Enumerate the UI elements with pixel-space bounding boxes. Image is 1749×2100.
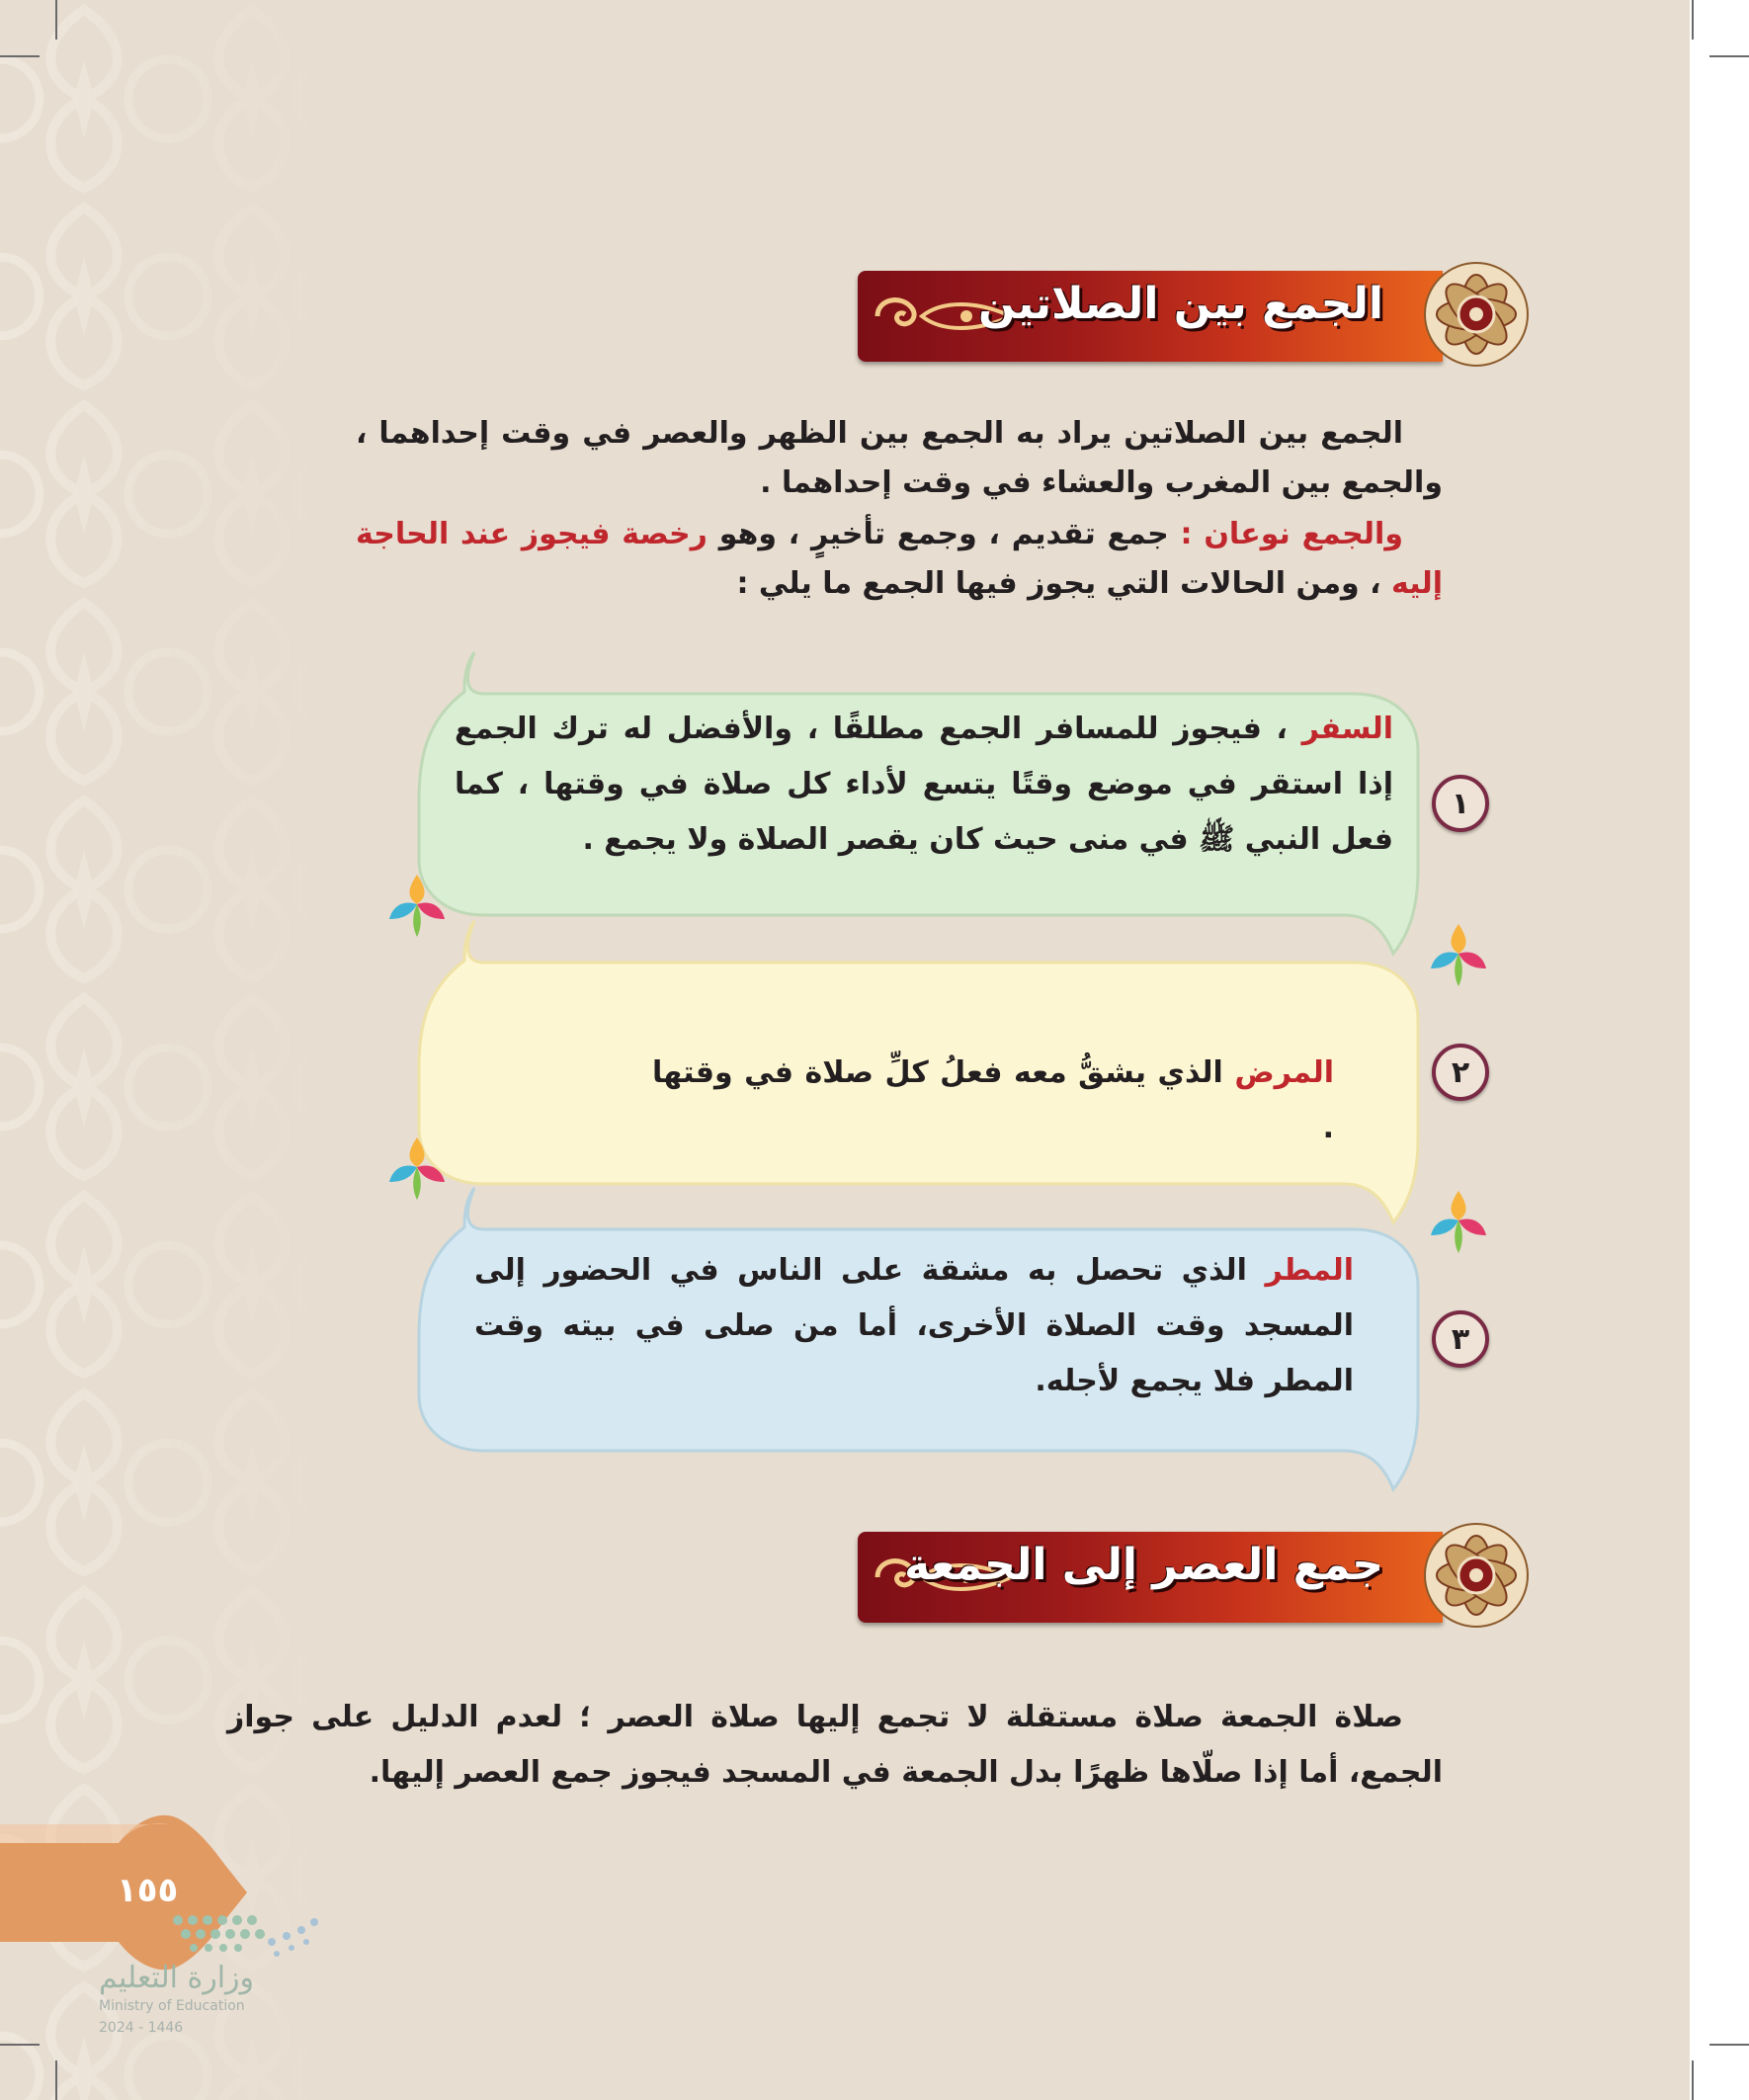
section1-intro-paragraph xyxy=(356,409,1443,609)
case3-keyword: المطر xyxy=(1265,1253,1354,1288)
page-number: ١٥٥ xyxy=(117,1871,179,1910)
intro-text: الجمع بين الصلاتين يراد به الجمع بين الظهر والعصر في وقت إحداهما ، والجمع بين المغرب والعشاء في وقت إحداهما . xyxy=(356,416,1443,500)
flower-ornament-icon xyxy=(1429,919,1488,988)
crop-mark xyxy=(0,2044,40,2046)
case2-number-badge: ٢ xyxy=(1432,1044,1489,1101)
types-text-b: ، ومن الحالات التي يجوز فيها الجمع ما يلي : xyxy=(736,566,1391,601)
case1-text xyxy=(455,702,1393,868)
section1-title: الجمع بين الصلاتين xyxy=(977,279,1383,329)
header-ribbon xyxy=(858,271,1443,362)
crop-mark xyxy=(55,2060,57,2100)
crop-mark xyxy=(0,55,40,57)
header-ribbon xyxy=(858,1532,1443,1623)
types-text-a: جمع تقديم ، وجمع تأخيرٍ ، وهو xyxy=(707,517,1181,551)
case1-body: ، فيجوز للمسافر الجمع مطلقًا ، والأفضل له ترك الجمع إذا استقر في موضع وقتًا يتسع لأداء كل صلاة في وقتها ، كما فعل النبي ﷺ في منى حيث كان يقصر الصلاة ولا يجمع . xyxy=(455,712,1393,857)
section2-header xyxy=(858,1520,1532,1631)
crop-mark xyxy=(55,0,57,40)
section2-title: جمع العصر إلى الجمعة xyxy=(904,1540,1383,1590)
rosette-ornament-icon xyxy=(1421,259,1532,370)
ministry-name-english: Ministry of Education xyxy=(99,1998,245,2014)
case3-body: الذي تحصل به مشقة على الناس في الحضور إلى المسجد وقت الصلاة الأخرى، أما من صلى في بيته وقت المطر فلا يجمع لأجله. xyxy=(474,1253,1354,1398)
case2-keyword: المرض xyxy=(1234,1055,1334,1090)
crop-mark xyxy=(1692,0,1694,40)
flower-ornament-icon xyxy=(387,1133,447,1202)
section1-header xyxy=(858,259,1532,370)
crop-mark xyxy=(1692,2060,1694,2100)
flower-ornament-icon xyxy=(387,870,447,939)
section2-paragraph xyxy=(227,1690,1443,1801)
flower-ornament-icon xyxy=(1429,1186,1488,1255)
edition-year: 2024 - 1446 xyxy=(99,2020,184,2036)
crop-mark xyxy=(1709,55,1749,57)
rosette-ornament-icon xyxy=(1421,1520,1532,1631)
types-lead: والجمع نوعان : xyxy=(1180,517,1403,551)
case1-number-badge: ١ xyxy=(1432,775,1489,832)
case2-text xyxy=(652,1046,1334,1156)
case3-number-badge: ٣ xyxy=(1432,1310,1489,1368)
crop-mark xyxy=(1709,2044,1749,2046)
case3-text xyxy=(474,1243,1354,1409)
types-highlight: رخصة فيجوز عند الحاجة إليه xyxy=(356,517,1443,601)
section2-text: صلاة الجمعة صلاة مستقلة لا تجمع إليها صلاة العصر ؛ لعدم الدليل على جواز الجمع، أما إذا صلّاها ظهرًا بدل الجمعة في المسجد فيجوز جمع العصر إليها. xyxy=(227,1700,1443,1790)
case1-keyword: السفر xyxy=(1301,712,1393,746)
types-paragraph xyxy=(356,510,1443,609)
ministry-name-arabic: وزارة التعليم xyxy=(99,1961,255,1995)
case2-body: الذي يشقُّ معه فعلُ كلِّ صلاة في وقتها . xyxy=(652,1055,1334,1145)
